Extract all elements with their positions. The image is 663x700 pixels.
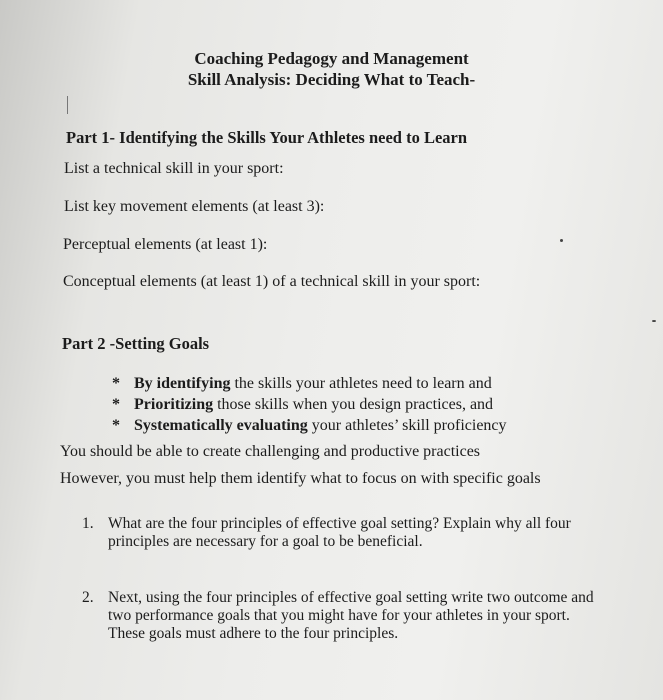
- paper-speck: [652, 320, 656, 322]
- question-item: [82, 589, 608, 643]
- bullet-text: your athletes’ skill proficiency: [307, 417, 507, 434]
- part2-bullet-list: [112, 373, 507, 436]
- part1-heading: Part 1- Identifying the Skills Your Athletes need to Learn: [66, 128, 468, 147]
- bullet-item: [112, 415, 507, 436]
- asterisk-bullet-icon: *: [112, 396, 120, 413]
- question-text: What are the four principles of effective goal setting? Explain why all four principles are necessary for a goal to be beneficial.: [108, 515, 571, 550]
- part2-heading: Part 2 -Setting Goals: [62, 334, 210, 353]
- title-block: [0, 48, 663, 90]
- part1-item-technical-skill: List a technical skill in your sport:: [64, 160, 284, 177]
- bullet-item: [112, 394, 507, 415]
- bullet-lead: Systematically evaluating: [134, 417, 308, 434]
- question-number: 2.: [82, 589, 94, 606]
- text-cursor-mark: [67, 96, 68, 114]
- question-list: [82, 515, 608, 681]
- document-title: Coaching Pedagogy and Management: [194, 49, 469, 68]
- question-text: Next, using the four principles of effective goal setting write two outcome and two performance goals that you might have for your athletes in your sport. These goals must adhere to the four principles.: [108, 589, 594, 642]
- part2-text-line-1: You should be able to create challenging and productive practices: [60, 443, 481, 460]
- part1-item-conceptual-elements: Conceptual elements (at least 1) of a technical skill in your sport:: [63, 273, 481, 290]
- paper-speck: [560, 239, 563, 242]
- bullet-lead: By identifying: [134, 375, 231, 392]
- asterisk-bullet-icon: *: [112, 417, 120, 434]
- part2-text-line-2: However, you must help them identify what to focus on with specific goals: [60, 470, 541, 487]
- bullet-lead: Prioritizing: [134, 396, 214, 413]
- document-subtitle: Skill Analysis: Deciding What to Teach-: [187, 70, 476, 89]
- question-number: 1.: [82, 515, 94, 532]
- part1-item-movement-elements: List key movement elements (at least 3):: [64, 198, 325, 215]
- part1-item-perceptual-elements: Perceptual elements (at least 1):: [63, 236, 268, 253]
- bullet-item: [112, 373, 507, 394]
- bullet-text: the skills your athletes need to learn and: [230, 375, 492, 392]
- question-item: [82, 515, 608, 551]
- asterisk-bullet-icon: *: [112, 375, 120, 392]
- bullet-text: those skills when you design practices, and: [213, 396, 494, 413]
